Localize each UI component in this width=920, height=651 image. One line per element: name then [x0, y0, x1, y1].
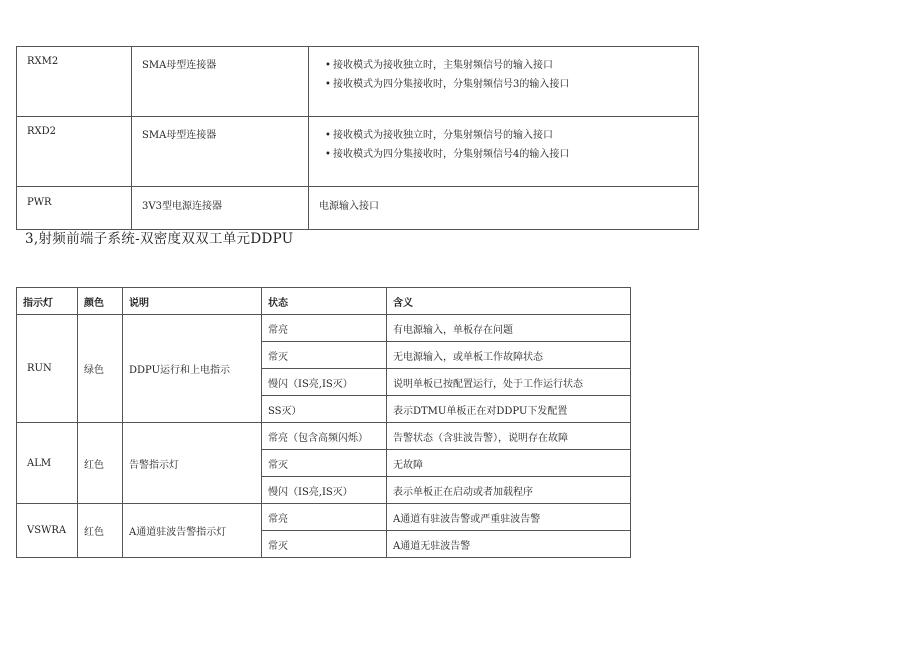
list-item: • 接收模式为接收独立时，分集射频信号的输入接口: [319, 126, 692, 145]
list-item: • 接收模式为四分集接收时，分集射频信号4的输入接口: [319, 145, 692, 164]
indicator-meaning: A通道无驻波告警: [387, 531, 631, 558]
indicator-state: 常亮（包含高频闪烁）: [262, 423, 387, 450]
indicator-table: [16, 287, 631, 558]
indicator-state: 常灭: [262, 531, 387, 558]
column-header: 说明: [123, 288, 262, 315]
indicator-state: 慢闪（IS亮,IS灭）: [262, 369, 387, 396]
indicator-meaning: 表示DTMU单板正在对DDPU下发配置: [387, 396, 631, 423]
table-row: [17, 315, 631, 342]
table-row: [17, 187, 699, 230]
indicator-description: A通道驻波告警指示灯: [123, 504, 262, 558]
indicator-color: 红色: [78, 423, 123, 504]
indicator-state: 常灭: [262, 342, 387, 369]
indicator-description: DDPU运行和上电指示: [123, 315, 262, 423]
list-item: • 接收模式为四分集接收时，分集射频信号3的输入接口: [319, 75, 692, 94]
indicator-meaning: 说明单板已按配置运行，处于工作运行状态: [387, 369, 631, 396]
column-header: 含义: [387, 288, 631, 315]
table-row: [17, 117, 699, 187]
indicator-state: 常灭: [262, 450, 387, 477]
indicator-light: ALM: [17, 423, 78, 504]
indicator-meaning: 有电源输入，单板存在问题: [387, 315, 631, 342]
section-heading: 3,射频前端子系统-双密度双双工单元DDPU: [25, 231, 294, 247]
list-item: • 接收模式为接收独立时，主集射频信号的输入接口: [319, 56, 692, 75]
indicator-light: RUN: [17, 315, 78, 423]
indicator-state: 常亮: [262, 315, 387, 342]
interface-description: [309, 117, 699, 187]
indicator-meaning: A通道有驻波告警或严重驻波告警: [387, 504, 631, 531]
column-header: 状态: [262, 288, 387, 315]
interface-description: [309, 47, 699, 117]
indicator-meaning: 无故障: [387, 450, 631, 477]
indicator-description: 告警指示灯: [123, 423, 262, 504]
interface-description: 电源输入接口: [309, 187, 699, 230]
column-header: 颜色: [78, 288, 123, 315]
indicator-state: SS灭）: [262, 396, 387, 423]
indicator-color: 红色: [78, 504, 123, 558]
indicator-color: 绿色: [78, 315, 123, 423]
interface-table: [16, 46, 699, 230]
interface-name: PWR: [17, 187, 132, 230]
indicator-light: VSWRA: [17, 504, 78, 558]
table-row: [17, 504, 631, 531]
indicator-meaning: 无电源输入，或单板工作故障状态: [387, 342, 631, 369]
table-header-row: [17, 288, 631, 315]
indicator-state: 慢闪（IS亮,IS灭）: [262, 477, 387, 504]
connector-type: SMA母型连接器: [132, 117, 309, 187]
interface-name: RXM2: [17, 47, 132, 117]
table-row: [17, 47, 699, 117]
connector-type: 3V3型电源连接器: [132, 187, 309, 230]
indicator-meaning: 表示单板正在启动或者加载程序: [387, 477, 631, 504]
table-row: [17, 423, 631, 450]
connector-type: SMA母型连接器: [132, 47, 309, 117]
interface-name: RXD2: [17, 117, 132, 187]
column-header: 指示灯: [17, 288, 78, 315]
indicator-state: 常亮: [262, 504, 387, 531]
indicator-meaning: 告警状态（含驻波告警），说明存在故障: [387, 423, 631, 450]
